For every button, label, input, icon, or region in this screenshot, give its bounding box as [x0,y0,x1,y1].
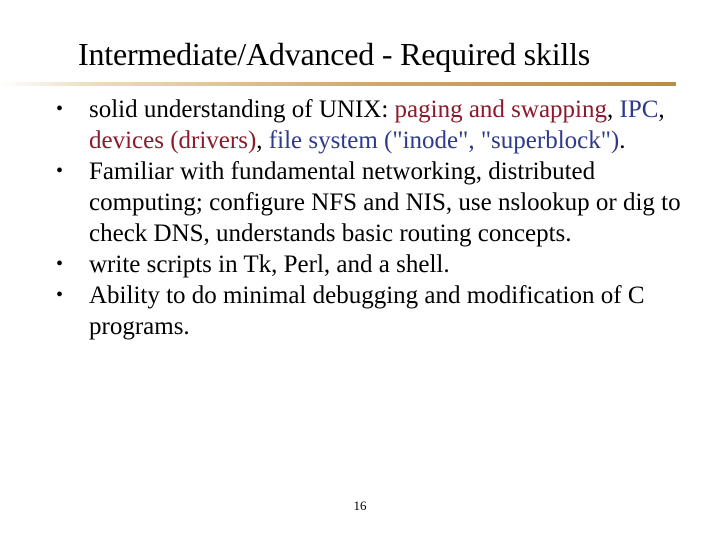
bullet-item [56,249,696,280]
highlight-file-system: file system ("inode", "superblock") [268,127,620,154]
bullet-marker: • [56,253,64,275]
bullet-text-segment: . [619,127,626,154]
bullet-marker: • [56,160,64,182]
highlight-ipc: IPC [619,96,659,123]
bullet-marker: • [56,98,64,120]
bullet-text-segment: , [256,127,269,154]
highlight-paging-swapping: paging and swapping [394,96,607,123]
bullet-item [56,156,696,249]
bullet-text: Familiar with fundamental networking, distributed computing; configure NFS and NIS, use nslookup or dig to check DNS, understands basic routing concepts. [89,158,681,247]
bullet-text-segment: , [607,96,620,123]
bullet-item [56,280,696,342]
slide-title: Intermediate/Advanced - Required skills [78,36,591,72]
page-number: 16 [353,498,367,513]
bullet-text-segment: solid understanding of UNIX: [89,96,395,123]
bullet-text-segment: , [658,96,665,123]
title-divider [0,82,676,86]
bullet-text: Ability to do minimal debugging and modification of C programs. [89,282,645,340]
bullet-item [56,94,696,156]
bullet-marker: • [56,284,64,306]
bullet-list [56,94,696,342]
bullet-text: write scripts in Tk, Perl, and a shell. [89,251,450,278]
highlight-devices-drivers: devices (drivers) [89,127,257,154]
